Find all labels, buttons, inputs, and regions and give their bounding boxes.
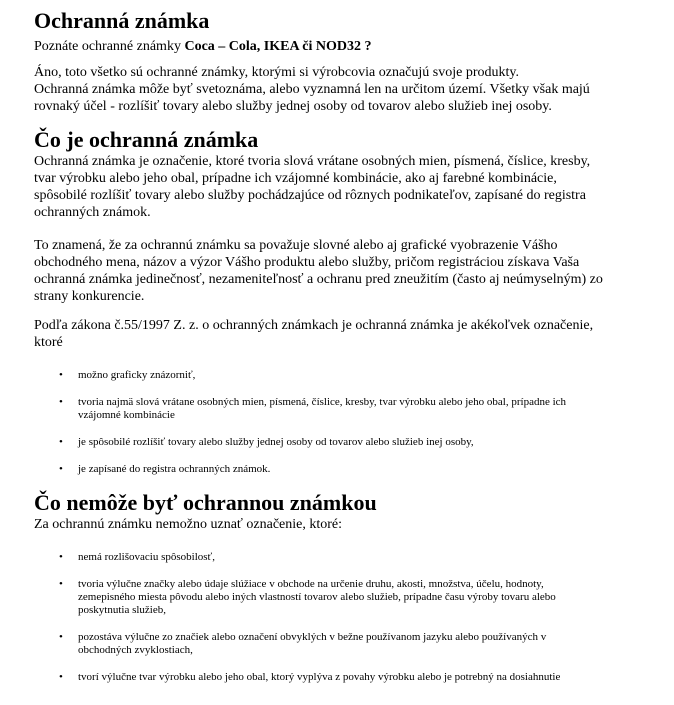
- document-page: [34, 8, 674, 698]
- intro-prefix: Poznáte ochranné známky: [34, 39, 185, 54]
- list-item: [34, 578, 674, 617]
- bullet-icon: •: [59, 369, 63, 381]
- list-item-text: vzájomné kombinácie: [78, 409, 175, 421]
- trademark-criteria-list: [34, 369, 674, 476]
- text-line: Áno, toto všetko sú ochranné známky, ktorými si výrobcovia označujú svoje produkty.: [34, 65, 519, 80]
- list-item: [34, 369, 674, 382]
- list-item: [34, 396, 674, 422]
- text-line: strany konkurencie.: [34, 289, 145, 304]
- bullet-icon: •: [59, 578, 63, 590]
- list-item: [34, 436, 674, 449]
- list-item: [34, 631, 674, 657]
- bullet-icon: •: [59, 631, 63, 643]
- heading-what-cannot-be-trademark: Čo nemôže byť ochrannou známkou: [34, 490, 377, 515]
- heading-what-is-trademark: Čo je ochranná známka: [34, 127, 259, 152]
- list-item-text: nemá rozlišovaciu spôsobilosť,: [78, 551, 215, 563]
- list-item-text: zemepisného miesta pôvodu alebo iných vlastností tovarov alebo služieb, prípadne času výroby tovaru alebo: [78, 591, 556, 603]
- exclusions-intro: Za ochrannú známku nemožno uznať označenie, ktoré:: [34, 517, 343, 532]
- text-line: rovnaký účel - rozlíšiť tovary alebo služby jednej osoby od tovarov alebo služieb inej osoby.: [34, 99, 552, 114]
- intro-suffix: ?: [361, 39, 372, 54]
- exclusions-list: [34, 551, 674, 684]
- bullet-icon: •: [59, 551, 63, 563]
- bullet-icon: •: [59, 396, 63, 408]
- list-item-text: tvoria výlučne značky alebo údaje slúžiace v obchode na určenie druhu, akosti, množstva, účelu, hodnoty,: [78, 578, 544, 590]
- text-line: Ochranná známka je označenie, ktoré tvoria slová vrátane osobných mien, písmená, číslice, kresby,: [34, 154, 591, 169]
- bullet-icon: •: [59, 463, 63, 475]
- list-item: [34, 463, 674, 476]
- list-item-text: pozostáva výlučne zo značiek alebo označení obvyklých v bežne používanom jazyku alebo používaných v: [78, 631, 547, 643]
- paragraph-overview: [34, 64, 674, 115]
- text-line: Ochranná známka môže byť svetoznáma, alebo vyznamná len na určitom území. Všetky však majú: [34, 82, 590, 97]
- list-item-text: poskytnutia služieb,: [78, 604, 166, 616]
- text-line: obchodného mena, názov a výzor Vášho produktu alebo služby, pričom registráciou získava Vaša: [34, 255, 580, 270]
- bullet-icon: •: [59, 436, 63, 448]
- text-line: tvar výrobku alebo jeho obal, prípadne ich vzájomné kombinácie, ako aj farebné kombinácie,: [34, 171, 557, 186]
- intro-brands: Coca – Cola, IKEA či NOD32: [184, 39, 362, 54]
- list-item-text: možno graficky znázorniť,: [78, 369, 196, 381]
- list-item: [34, 671, 674, 684]
- text-line: ktoré: [34, 335, 63, 350]
- paragraph-meaning: [34, 237, 674, 305]
- text-line: ochranných známok.: [34, 205, 151, 220]
- heading-trademark: Ochranná známka: [34, 8, 210, 33]
- list-item-text: tvorí výlučne tvar výrobku alebo jeho obal, ktorý vyplýva z povahy výrobku alebo je potrebný na dosiahnutie: [78, 671, 561, 683]
- paragraph-law: [34, 317, 674, 351]
- intro-line: [34, 38, 674, 55]
- text-line: spôsobilé rozlíšiť tovary alebo služby pochádzajúce od rôznych podnikateľov, zapísané do registra: [34, 188, 586, 203]
- list-item-text: obchodných zvyklostiach,: [78, 644, 193, 656]
- text-line: To znamená, že za ochrannú známku sa považuje slovné alebo aj grafické vyobrazenie Vášho: [34, 238, 558, 253]
- text-line: Podľa zákona č.55/1997 Z. z. o ochranných známkach je ochranná známka je akékoľvek označenie,: [34, 318, 594, 333]
- bullet-icon: •: [59, 671, 63, 683]
- paragraph-definition: [34, 153, 674, 221]
- list-item-text: tvoria najmä slová vrátane osobných mien, písmená, číslice, kresby, tvar výrobku alebo jeho obal, prípadne ich: [78, 396, 567, 408]
- list-item-text: je spôsobilé rozlíšiť tovary alebo služby jednej osoby od tovarov alebo služieb inej osoby,: [78, 436, 474, 448]
- list-item-text: je zapísané do registra ochranných známok.: [78, 463, 271, 475]
- list-item: [34, 551, 674, 564]
- text-line: ochranná známka jedinečnosť, nezameniteľnosť a ochranu pred zneužitím (často aj neúmyselným) zo: [34, 272, 603, 287]
